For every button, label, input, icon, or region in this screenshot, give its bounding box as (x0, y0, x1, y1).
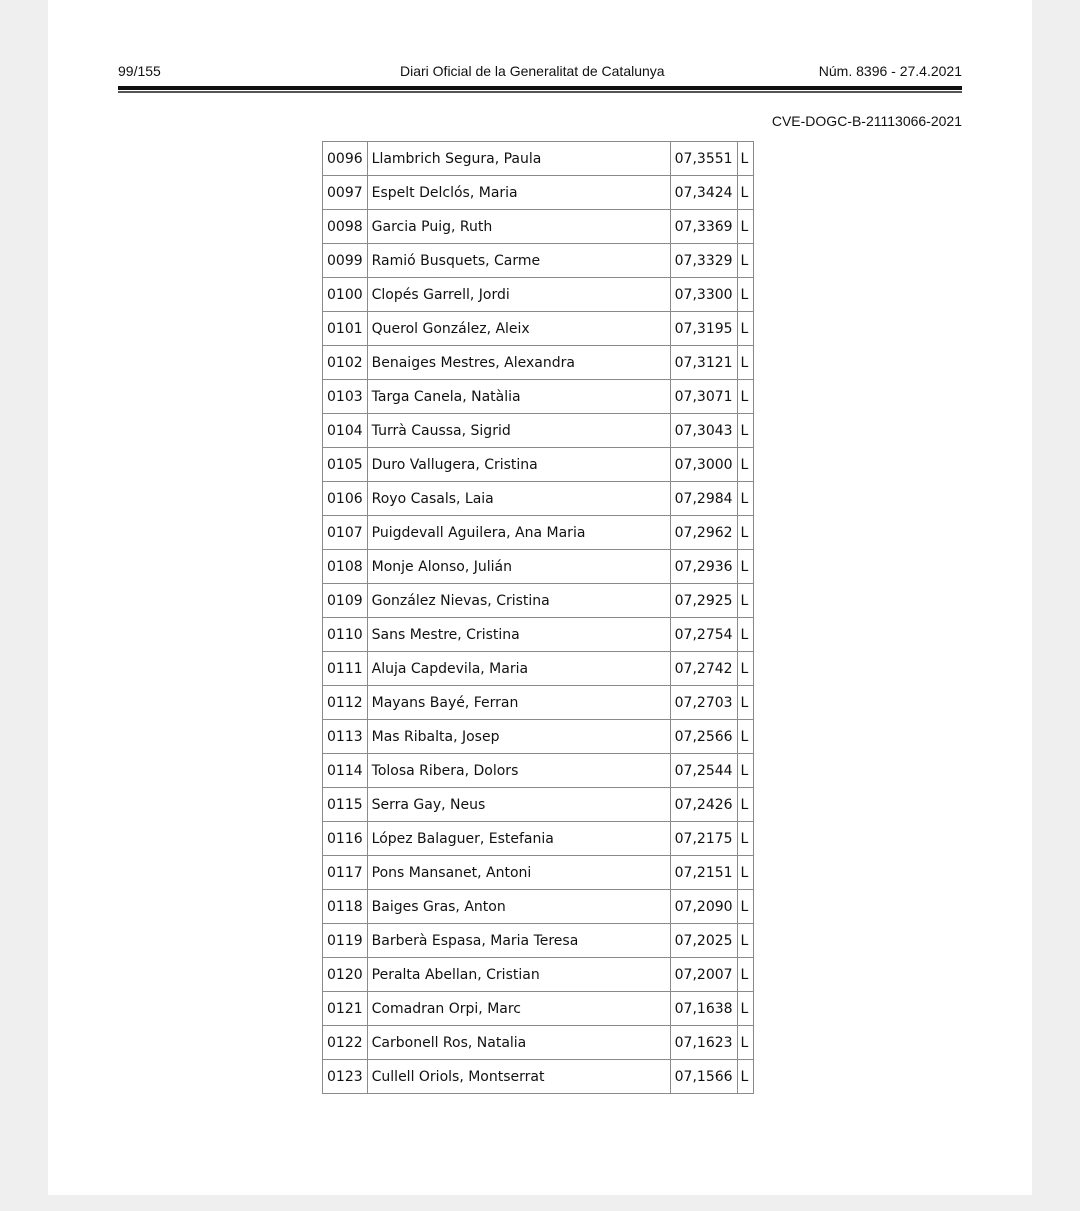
candidate-score: 07,3300 (670, 278, 737, 312)
table-row (323, 142, 754, 176)
row-number: 0112 (323, 686, 368, 720)
candidate-flag: L (737, 142, 753, 176)
candidate-score: 07,2544 (670, 754, 737, 788)
candidate-flag: L (737, 686, 753, 720)
candidate-score: 07,2936 (670, 550, 737, 584)
candidate-score: 07,2703 (670, 686, 737, 720)
candidate-score: 07,3195 (670, 312, 737, 346)
row-number: 0119 (323, 924, 368, 958)
table-row (323, 176, 754, 210)
row-number: 0115 (323, 788, 368, 822)
candidate-name: Aluja Capdevila, Maria (367, 652, 670, 686)
table-row (323, 992, 754, 1026)
candidate-score: 07,1566 (670, 1060, 737, 1094)
candidate-name: Mas Ribalta, Josep (367, 720, 670, 754)
candidate-name: Tolosa Ribera, Dolors (367, 754, 670, 788)
candidate-name: Querol González, Aleix (367, 312, 670, 346)
table-row (323, 516, 754, 550)
table-row (323, 414, 754, 448)
candidate-score: 07,3071 (670, 380, 737, 414)
row-number: 0103 (323, 380, 368, 414)
table-row (323, 1026, 754, 1060)
row-number: 0101 (323, 312, 368, 346)
candidate-score: 07,2175 (670, 822, 737, 856)
candidate-name: Peralta Abellan, Cristian (367, 958, 670, 992)
candidate-flag: L (737, 992, 753, 1026)
candidate-flag: L (737, 176, 753, 210)
candidate-flag: L (737, 890, 753, 924)
candidate-name: González Nievas, Cristina (367, 584, 670, 618)
table-row (323, 210, 754, 244)
document-page (48, 0, 1032, 1195)
results-table (322, 141, 754, 1094)
candidate-flag: L (737, 278, 753, 312)
candidate-flag: L (737, 584, 753, 618)
cve-code: CVE-DOGC-B-21113066-2021 (771, 113, 962, 129)
candidate-score: 07,2962 (670, 516, 737, 550)
table-row (323, 720, 754, 754)
candidate-name: Monje Alonso, Julián (367, 550, 670, 584)
candidate-score: 07,1623 (670, 1026, 737, 1060)
row-number: 0099 (323, 244, 368, 278)
candidate-name: Targa Canela, Natàlia (367, 380, 670, 414)
candidate-name: Comadran Orpi, Marc (367, 992, 670, 1026)
row-number: 0106 (323, 482, 368, 516)
candidate-flag: L (737, 618, 753, 652)
row-number: 0104 (323, 414, 368, 448)
candidate-name: Barberà Espasa, Maria Teresa (367, 924, 670, 958)
table-row (323, 686, 754, 720)
candidate-flag: L (737, 958, 753, 992)
candidate-flag: L (737, 380, 753, 414)
table-row (323, 448, 754, 482)
candidate-name: Baiges Gras, Anton (367, 890, 670, 924)
candidate-score: 07,2925 (670, 584, 737, 618)
candidate-score: 07,2566 (670, 720, 737, 754)
candidate-flag: L (737, 448, 753, 482)
candidate-name: Llambrich Segura, Paula (367, 142, 670, 176)
header-rule-thick (118, 86, 962, 90)
row-number: 0121 (323, 992, 368, 1026)
row-number: 0122 (323, 1026, 368, 1060)
table-row (323, 1060, 754, 1094)
table-row (323, 482, 754, 516)
row-number: 0113 (323, 720, 368, 754)
candidate-flag: L (737, 346, 753, 380)
candidate-score: 07,2025 (670, 924, 737, 958)
candidate-name: Cullell Oriols, Montserrat (367, 1060, 670, 1094)
row-number: 0098 (323, 210, 368, 244)
candidate-name: Ramió Busquets, Carme (367, 244, 670, 278)
row-number: 0117 (323, 856, 368, 890)
issue-number-date: Núm. 8396 - 27.4.2021 (818, 63, 962, 79)
candidate-flag: L (737, 312, 753, 346)
row-number: 0102 (323, 346, 368, 380)
row-number: 0100 (323, 278, 368, 312)
candidate-name: Espelt Delclós, Maria (367, 176, 670, 210)
candidate-flag: L (737, 652, 753, 686)
row-number: 0118 (323, 890, 368, 924)
table-row (323, 380, 754, 414)
table-row (323, 550, 754, 584)
candidate-score: 07,2151 (670, 856, 737, 890)
candidate-score: 07,3369 (670, 210, 737, 244)
table-row (323, 788, 754, 822)
row-number: 0096 (323, 142, 368, 176)
candidate-flag: L (737, 720, 753, 754)
candidate-flag: L (737, 210, 753, 244)
table-row (323, 618, 754, 652)
candidate-score: 07,2754 (670, 618, 737, 652)
candidate-score: 07,2007 (670, 958, 737, 992)
candidate-name: Duro Vallugera, Cristina (367, 448, 670, 482)
candidate-flag: L (737, 924, 753, 958)
candidate-flag: L (737, 482, 753, 516)
candidate-flag: L (737, 788, 753, 822)
candidate-name: López Balaguer, Estefania (367, 822, 670, 856)
candidate-flag: L (737, 1060, 753, 1094)
candidate-flag: L (737, 516, 753, 550)
row-number: 0108 (323, 550, 368, 584)
candidate-score: 07,2090 (670, 890, 737, 924)
candidate-name: Sans Mestre, Cristina (367, 618, 670, 652)
candidate-flag: L (737, 244, 753, 278)
table-row (323, 822, 754, 856)
candidate-name: Benaiges Mestres, Alexandra (367, 346, 670, 380)
results-table-container (322, 141, 754, 1094)
candidate-score: 07,3000 (670, 448, 737, 482)
candidate-score: 07,2742 (670, 652, 737, 686)
row-number: 0123 (323, 1060, 368, 1094)
header-rule-thin (118, 91, 962, 93)
row-number: 0111 (323, 652, 368, 686)
candidate-flag: L (737, 414, 753, 448)
row-number: 0109 (323, 584, 368, 618)
candidate-flag: L (737, 856, 753, 890)
candidate-score: 07,3424 (670, 176, 737, 210)
candidate-score: 07,3329 (670, 244, 737, 278)
candidate-flag: L (737, 754, 753, 788)
row-number: 0107 (323, 516, 368, 550)
page-number: 99/155 (118, 63, 161, 79)
candidate-name: Puigdevall Aguilera, Ana Maria (367, 516, 670, 550)
candidate-flag: L (737, 1026, 753, 1060)
table-row (323, 312, 754, 346)
row-number: 0105 (323, 448, 368, 482)
candidate-score: 07,2426 (670, 788, 737, 822)
results-table-body (323, 142, 754, 1094)
publication-title: Diari Oficial de la Generalitat de Catalunya (400, 63, 665, 79)
candidate-score: 07,1638 (670, 992, 737, 1026)
row-number: 0097 (323, 176, 368, 210)
table-row (323, 890, 754, 924)
row-number: 0120 (323, 958, 368, 992)
table-row (323, 924, 754, 958)
table-row (323, 346, 754, 380)
table-row (323, 244, 754, 278)
candidate-name: Pons Mansanet, Antoni (367, 856, 670, 890)
candidate-name: Garcia Puig, Ruth (367, 210, 670, 244)
candidate-name: Clopés Garrell, Jordi (367, 278, 670, 312)
candidate-score: 07,3551 (670, 142, 737, 176)
candidate-name: Royo Casals, Laia (367, 482, 670, 516)
row-number: 0114 (323, 754, 368, 788)
candidate-name: Turrà Caussa, Sigrid (367, 414, 670, 448)
candidate-name: Carbonell Ros, Natalia (367, 1026, 670, 1060)
row-number: 0116 (323, 822, 368, 856)
table-row (323, 856, 754, 890)
row-number: 0110 (323, 618, 368, 652)
candidate-name: Mayans Bayé, Ferran (367, 686, 670, 720)
table-row (323, 584, 754, 618)
candidate-score: 07,3121 (670, 346, 737, 380)
candidate-name: Serra Gay, Neus (367, 788, 670, 822)
table-row (323, 652, 754, 686)
candidate-flag: L (737, 550, 753, 584)
candidate-score: 07,3043 (670, 414, 737, 448)
table-row (323, 754, 754, 788)
table-row (323, 278, 754, 312)
candidate-flag: L (737, 822, 753, 856)
candidate-score: 07,2984 (670, 482, 737, 516)
table-row (323, 958, 754, 992)
